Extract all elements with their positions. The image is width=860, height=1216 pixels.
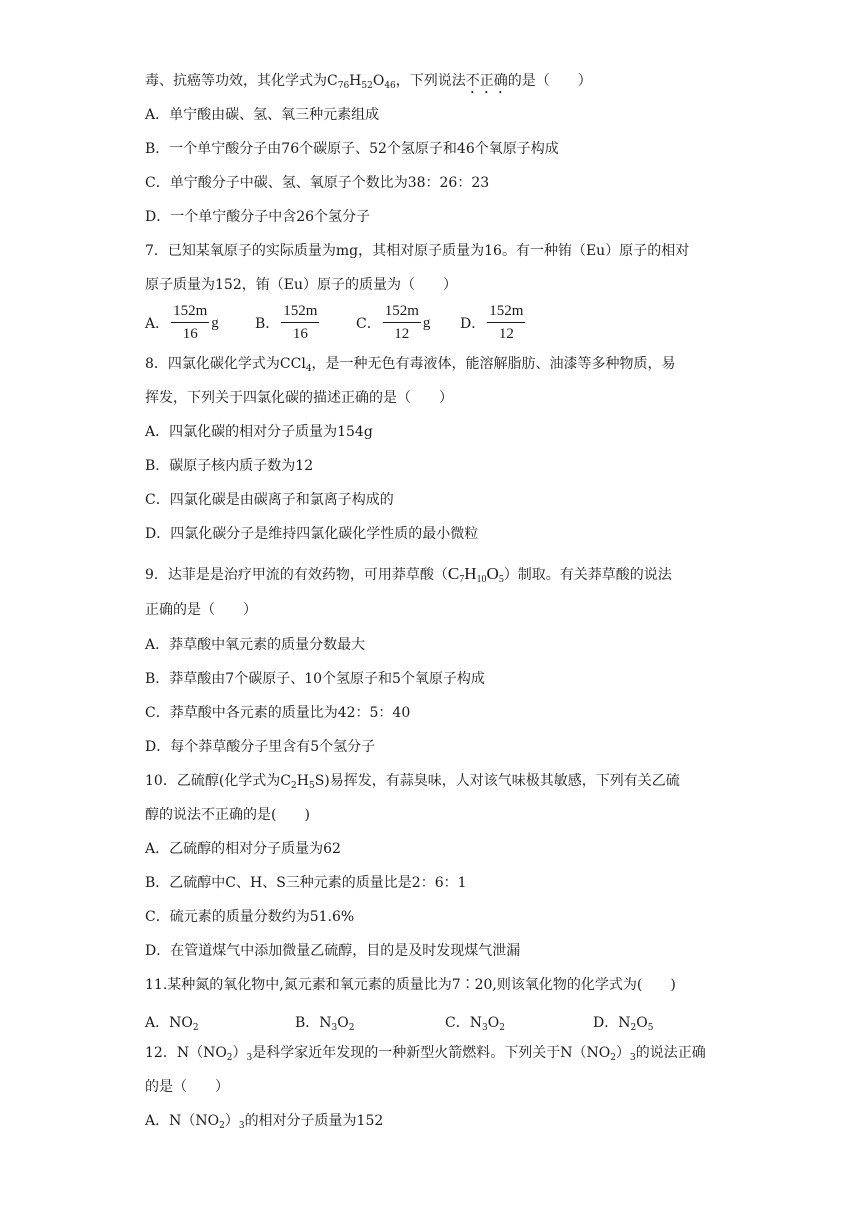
- q9-stem-line2: 正确的是（ ）: [145, 602, 257, 618]
- q10-option-a: A．乙硫醇的相对分子质量为62: [145, 841, 341, 857]
- q10-option-d: D．在管道煤气中添加微量乙硫醇，目的是及时发现煤气泄漏: [145, 943, 521, 959]
- q10-stem-line1: 10．乙硫醇(化学式为$C_2H_5S$)易挥发，有蒜臭味，人对该气味极其敏感，下列有关乙硫: [145, 773, 680, 791]
- q8-stem-line2: 挥发，下列关于四氯化碳的描述正确的是（ ）: [145, 390, 453, 406]
- q8-stem-line1: 8．四氯化碳化学式为CCl$_4$，是一种无色有毒液体，能溶解脂肪、油漆等多种物质，易: [145, 356, 676, 374]
- q9-option-a: A．莽草酸中氧元素的质量分数最大: [145, 637, 366, 653]
- chemical-formula: $C_7H_{10}O_5$: [447, 564, 504, 585]
- emphasis-text: 不正确: [465, 73, 508, 89]
- q11-option-c: C．$N_3O_2$: [445, 1015, 505, 1033]
- q11-stem: 11.某种氮的氧化物中,氮元素和氧元素的质量比为7∶20,则该氧化物的化学式为( ): [145, 977, 676, 993]
- q9-stem-line1: 9．达菲是是治疗甲流的有效药物，可用莽草酸$(C_7H_{10}O_5)$制取。有关莽草酸的说法: [145, 564, 672, 585]
- q12-stem-line2: 的是（ ）: [145, 1079, 229, 1095]
- q7-stem-line2: 原子质量为152，铕（Eu）原子的质量为（ ）: [145, 277, 457, 293]
- q6-stem: 毒、抗癌等功效，其化学式为$C_{76}H_{52}O_{46}$，下列说法不正确的是（ ）: [145, 73, 592, 91]
- q10-option-c: C．硫元素的质量分数约为51.6%: [145, 909, 355, 925]
- q6-option-b: B．一个单宁酸分子由76个碳原子、52个氢原子和46个氧原子构成: [145, 141, 559, 157]
- q8-option-d: D．四氯化碳分子是维持四氯化碳化学性质的最小微粒: [145, 526, 479, 542]
- q9-option-c: C．莽草酸中各元素的质量比为42：5：40: [145, 705, 411, 721]
- q10-stem-line2: 醇的说法不正确的是( ): [145, 807, 310, 823]
- q6-option-d: D．一个单宁酸分子中含26个氢分子: [145, 209, 371, 225]
- q8-option-a: A．四氯化碳的相对分子质量为154g: [145, 424, 373, 440]
- q6-option-a: A．单宁酸由碳、氢、氧三种元素组成: [145, 107, 380, 123]
- q11-option-a: A．$NO_2$: [145, 1015, 199, 1033]
- q10-option-b: B．乙硫醇中C、H、S三种元素的质量比是2：6：1: [145, 875, 467, 891]
- fraction: $\frac{152m}{12}$: [489, 303, 524, 342]
- q8-option-b: B．碳原子核内质子数为12: [145, 458, 314, 474]
- q6-option-c: C．单宁酸分子中碳、氢、氧原子个数比为38：26：23: [145, 175, 490, 191]
- fraction: $\frac{152m}{16}$: [283, 303, 318, 342]
- q8-option-c: C．四氯化碳是由碳离子和氯离子构成的: [145, 492, 394, 508]
- fraction: $\frac{152m}{16}$: [173, 303, 208, 342]
- q7-option-a: A． $\frac{152m}{16}$ g: [145, 303, 219, 342]
- q11-option-d: D．$N_2O_5$: [593, 1015, 654, 1033]
- q11-option-b: B．$N_3O_2$: [295, 1015, 355, 1033]
- q12-option-a: A．$N(NO_2)_3$的相对分子质量为152: [145, 1113, 384, 1131]
- q7-option-d: D． $\frac{152m}{12}$: [460, 303, 524, 342]
- q9-option-b: B．莽草酸由7个碳原子、10个氢原子和5个氧原子构成: [145, 671, 485, 687]
- q7-option-b: B． $\frac{152m}{16}$: [255, 303, 318, 342]
- q7-stem-line1: 7．已知某氧原子的实际质量为mg，其相对原子质量为16。有一种铕（Eu）原子的相对: [145, 243, 690, 259]
- q12-stem-line1: 12．$N(NO_2)_3$是科学家近年发现的一种新型火箭燃料。下列关于$N(NO_2)_3$的说法正确: [145, 1045, 706, 1063]
- fraction: $\frac{152m}{12}$: [384, 303, 419, 342]
- q7-option-c: C． $\frac{152m}{12}$ g: [356, 303, 431, 342]
- q9-option-d: D．每个莽草酸分子里含有5个氢分子: [145, 739, 376, 755]
